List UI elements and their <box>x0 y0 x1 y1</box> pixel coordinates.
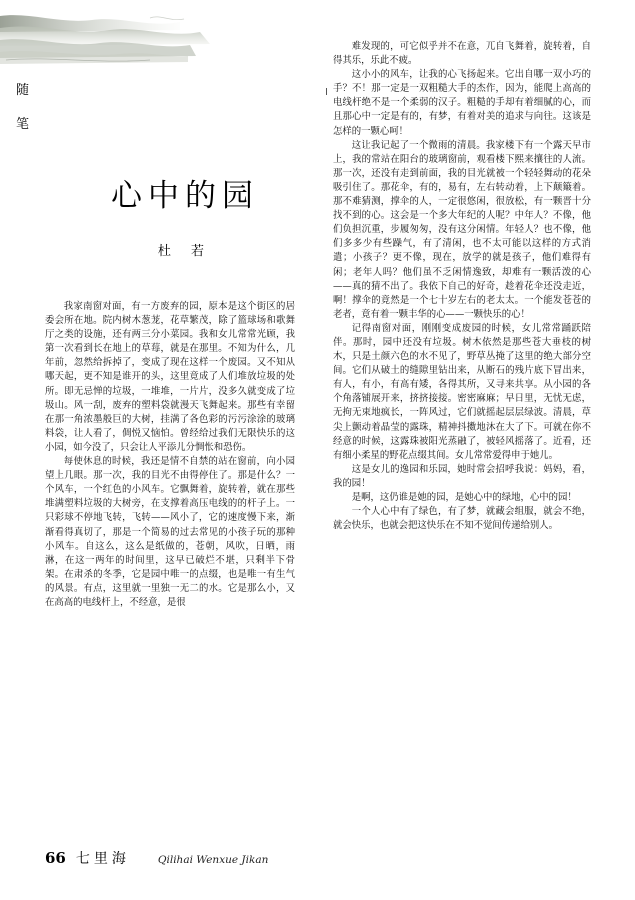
section-label <box>16 74 36 142</box>
page-title: 心中的园 <box>111 178 259 214</box>
paragraph: 难发现的，可它似乎并不在意，兀自飞舞着，旋转着，自得其乐，乐此不疲。 <box>333 41 591 67</box>
journal-name-cn: 七里海 <box>75 851 130 867</box>
journal-name-en: Qilihai Wenxue Jikan <box>157 854 269 866</box>
gutter-tick-mark <box>326 88 327 95</box>
section-label-char-2: 笔 <box>16 117 30 132</box>
paragraph: 这让我记起了一个微雨的清晨。我家楼下有一个露天早市上，我的常站在阳台的玻璃窗前，观看楼下熙来攘往的人流。那一次，还没有走到前面，我的目光就被一个轻轻舞动的花朵吸引住了。那花伞，有的，易有，左右转动着，上下颠簸着。那不难猜测，撑伞的人，一定很悠闲，很放松，有一颗晋十分找不到的心。这会是一个多大年纪的人呢？中年人？不像，他们负担沉重，步履匆匆，没有这分闲情。年轻人？也不像，他们多多少有些躁气，有了清闲，也不太可能以这样的方式消遣；小孩子？更不像，现在，放学的就是孩子，他们难得有闲；老年人吗？他们虽不乏闲情逸致，却难有一颗活泼的心——真的猜不出了。我依下自己的好奇，趁着花伞还没走近，啊！撑伞的竟然是一个七十岁左右的老太太。一个能发苍苍的老者，竟有着一颗丰华的心——一颗快乐的心！ <box>333 139 591 320</box>
paragraph: 每使休息的时候，我还是情不自禁的站在窗前，向小园望上几眼。那一次，我的目光不由得停住了。那是什么？一个风车，一个红色的小风车。它飘舞着，旋转着，就在那些堆满塑料垃圾的大树旁，在支撑着高压电线的的杆子上。一只彩球不停地飞转，飞转——风小了，它的速度慢下来，渐渐看得真切了，那是一个简易的过去常见的小孩子玩的那种小风车。自这么，这么是纸做的，苍朝，风吹，日晒，雨淋，在这一两年的时间里，这早已破烂不堪，只剩半下骨架。在肃杀的冬季，它是园中唯一的点缀，也是唯一有生气的风景。有点，这里就一里独一无二的水。它是那么小，又在高高的电线杆上，不经意，是很 <box>45 456 295 608</box>
paragraph: 记得南窗对面，刚刚变成废园的时候，女儿常常踊跃陪伴。那时，园中还没有垃圾。树木依然是那些苍大垂枝的树木，只是土颜六色的水不见了，野草丛掩了这里的绝大部分空间。它们从破土的缝隙里钻出来，从断石的残片底下冒出来，有人，有小，有高有矮，各得其所，又寻来共享。从小园的各个角落铺展开来，挤挤接接。密密麻麻；早日里，无忧无虑，无拘无束地疯长，一阵风过，它们就摇起层层绿波。清晨，草尖上颤动着晶莹的露珠，精神抖擞地沐在大了下。可就在你不经意的时候，这露珠被阳光蒸融了，被轻风摇落了。近看，还有细小柔星的野花点缀其间。女儿常常爱得申于她儿。 <box>333 322 591 461</box>
page-number: 66 <box>45 849 66 867</box>
body-column-right <box>333 40 591 830</box>
body-column-left <box>45 300 295 810</box>
paragraph: 一个人心中有了绿色，有了梦，就藏会组服，就会不绝，就会快乐，也就会把这快乐在不知不觉间传递给别人。 <box>333 506 591 532</box>
page-footer <box>45 848 590 868</box>
paragraph: 这小小的风车，让我的心飞扬起来。它出自哪一双小巧的手？不！那一定是一双粗糙大手的杰作，因为，能爬上高高的电线杆绝不是一个柔弱的汉子。粗糙的手却有着细腻的心，而且那心中一定是有的，有梦，有着对美的追求与向往。这该是怎样的一颗心呵！ <box>333 69 591 137</box>
paragraph: 我家南窗对面，有一方废弃的园，原本是这个街区的居委会所在地。院内树木葱茏，花草繁茂，除了篮球场和歌舞厅之类的设施，还有两三分小菜园。我和女儿常常光顾，我第一次看到长在地上的草莓，就是在那里。不知为什么，几年前，忽然给拆掉了，变成了现在这样一个废园。又不知从哪天起，更不知是谁开的头，这里竟成了人们堆放垃圾的处所。即无忌惮的垃圾，一堆堆，一片片，没多久就变成了垃圾山。风一刮，废弃的塑料袋就漫天飞舞起来。那些有幸留在那一角浓墨般巨的大树，挂满了各色彩的污污涂涂的玻璃料袋，让人看了，倜悦又恼怕。曾经给过我们无限快乐的这小园，如今没了，只会让人平添儿分惆怅和恐伤。 <box>45 301 295 453</box>
paragraph: 这是女儿的逸园和乐园，她时常会招呼我说：妈妈，看，我的园！ <box>333 463 591 489</box>
paragraph: 是啊，这仍谁是她的园，是她心中的绿地，心中的园！ <box>351 492 577 503</box>
section-label-char-1: 随 <box>16 83 30 98</box>
ink-wash-illustration <box>0 10 300 66</box>
author-byline: 杜 若 <box>157 244 213 259</box>
